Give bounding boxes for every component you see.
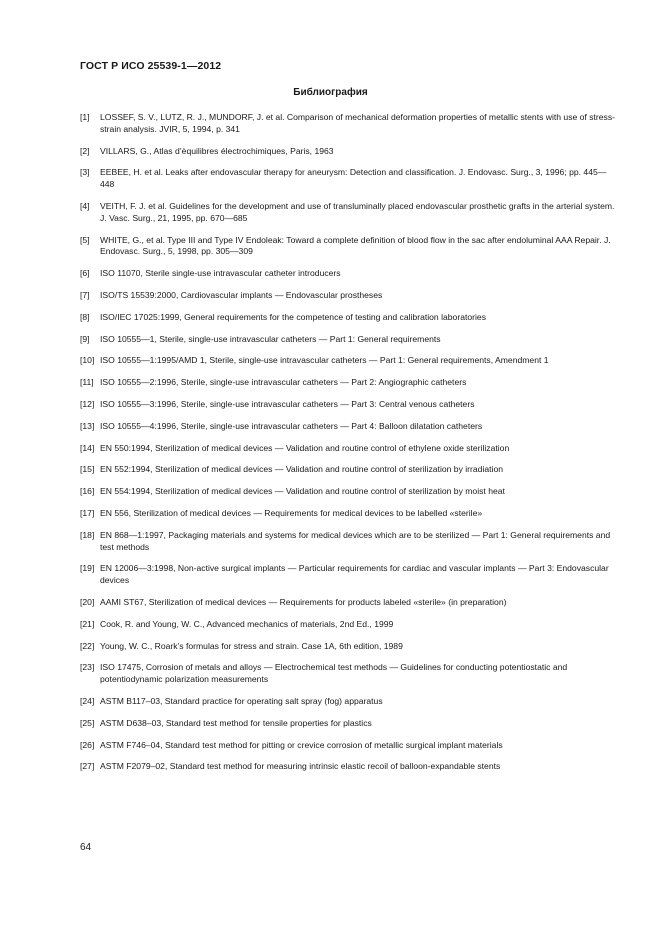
reference-number: [1] xyxy=(80,112,90,122)
reference-item xyxy=(80,290,620,302)
reference-item xyxy=(80,641,620,653)
reference-item xyxy=(80,421,620,433)
bibliography-title: Библиография xyxy=(293,87,368,98)
reference-text: AAMI ST67, Sterilization of medical devices — Requirements for products labeled «sterile» (in preparation) xyxy=(100,596,507,607)
reference-number: [16] xyxy=(80,486,95,497)
reference-text: ISO/TS 15539:2000, Cardiovascular implants — Endovascular prostheses xyxy=(100,289,383,300)
reference-number: [13] xyxy=(80,420,95,431)
reference-text: EN 556, Sterilization of medical devices — Requirements for medical devices to be labelled «sterile» xyxy=(100,507,483,518)
reference-number: [14] xyxy=(80,442,95,453)
reference-item xyxy=(80,740,620,752)
reference-item xyxy=(80,662,620,686)
reference-item xyxy=(80,146,620,158)
reference-item xyxy=(80,377,620,389)
reference-item xyxy=(80,597,620,609)
reference-text: ISO 11070, Sterile single-use intravascular catheter introducers xyxy=(100,268,341,279)
reference-item xyxy=(80,201,620,225)
reference-list xyxy=(80,112,620,783)
reference-number: [15] xyxy=(80,464,95,475)
reference-number: [2] xyxy=(80,145,90,156)
reference-number: [8] xyxy=(80,311,90,322)
reference-text: ASTM D638–03, Standard test method for tensile properties for plastics xyxy=(100,717,372,728)
reference-item xyxy=(80,464,620,476)
reference-number: [18] xyxy=(80,529,95,540)
reference-text: ASTM B117–03, Standard practice for operating salt spray (fog) apparatus xyxy=(100,695,383,706)
reference-text: ISO 10555—2:1996, Sterile, single-use intravascular catheters — Part 2: Angiographic catheters xyxy=(100,377,467,388)
document-header: ГОСТ Р ИСО 25539-1—2012 xyxy=(80,60,222,72)
reference-number: [27] xyxy=(80,761,95,772)
reference-number: [23] xyxy=(80,662,95,673)
reference-text: VEITH, F. J. et al. Guidelines for the development and use of transluminally placed endovascular prosthetic grafts in the arterial system. J. Vasc. Surg., 21, 1995, pp. 670—685 xyxy=(100,200,615,223)
reference-item xyxy=(80,486,620,498)
reference-item xyxy=(80,334,620,346)
reference-text: LOSSEF, S. V., LUTZ, R. J., MUNDORF, J. et al. Comparison of mechanical deformation properties of metallic stents with use of stress-strain analysis. JVIR, 5, 1994, p. 341 xyxy=(100,112,616,134)
reference-item xyxy=(80,167,620,191)
reference-text: EN 868—1:1997, Packaging materials and systems for medical devices which are to be sterilized — Part 1: General requirements and test methods xyxy=(100,529,611,552)
reference-number: [4] xyxy=(80,200,90,211)
reference-number: [22] xyxy=(80,640,95,651)
reference-item xyxy=(80,718,620,730)
reference-text: ASTM F2079–02, Standard test method for measuring intrinsic elastic recoil of balloon-expandable stents xyxy=(100,761,501,772)
reference-text: ASTM F746–04, Standard test method for pitting or crevice corrosion of metallic surgical implant materials xyxy=(100,739,503,750)
reference-item xyxy=(80,112,620,136)
reference-number: [10] xyxy=(80,355,95,366)
reference-number: [12] xyxy=(80,398,95,409)
reference-number: [20] xyxy=(80,596,95,607)
reference-item xyxy=(80,563,620,587)
reference-text: EN 550:1994, Sterilization of medical devices — Validation and routine control of ethylene oxide sterilization xyxy=(100,442,510,453)
reference-text: WHITE, G., et al. Type III and Type IV Endoleak: Toward a complete definition of blood flow in the sac after endoluminal AAA Repair. J. Endovasc. Surg., 5, 1998, pp. 305—309 xyxy=(100,234,611,257)
reference-text: ISO 10555—3:1996, Sterile, single-use intravascular catheters — Part 3: Central venous catheters xyxy=(100,398,475,409)
reference-text: VILLARS, G., Atlas d’èquilibres électrochimiques, Paris, 1963 xyxy=(100,145,334,156)
reference-item xyxy=(80,268,620,280)
reference-text: ISO 10555—1:1995/AMD 1, Sterile, single-use intravascular catheters — Part 1: General requirements, Amendment 1 xyxy=(100,355,549,366)
reference-number: [6] xyxy=(80,268,90,279)
reference-number: [21] xyxy=(80,618,95,629)
reference-number: [19] xyxy=(80,563,95,574)
reference-text: ISO 10555—4:1996, Sterile, single-use intravascular catheters — Part 4: Balloon dilatation catheters xyxy=(100,420,483,431)
reference-number: [24] xyxy=(80,695,95,706)
reference-number: [17] xyxy=(80,507,95,518)
reference-text: EN 12006—3:1998, Non-active surgical implants — Particular requirements for cardiac and vascular implants — Part 3: Endovascular devices xyxy=(100,563,609,586)
reference-item xyxy=(80,312,620,324)
reference-text: EEBEE, H. et al. Leaks after endovascular therapy for aneurysm: Detection and classification. J. Endovasc. Surg., 3, 1996; pp. 445—448 xyxy=(100,167,607,190)
reference-number: [25] xyxy=(80,717,95,728)
reference-item xyxy=(80,235,620,259)
reference-text: ISO/IEC 17025:1999, General requirements for the competence of testing and calibration laboratories xyxy=(100,311,486,322)
reference-text: ISO 17475, Corrosion of metals and alloys — Electrochemical test methods — Guidelines for conducting potentiostatic and potentiodynamic polarization measurements xyxy=(100,662,568,685)
reference-text: EN 554:1994, Sterilization of medical devices — Validation and routine control of sterilization by moist heat xyxy=(100,486,505,497)
reference-number: [5] xyxy=(80,234,90,245)
reference-item xyxy=(80,761,620,773)
reference-text: EN 552:1994, Sterilization of medical devices — Validation and routine control of sterilization by irradiation xyxy=(100,464,504,475)
reference-text: ISO 10555—1, Sterile, single-use intravascular catheters — Part 1: General requirements xyxy=(100,333,441,344)
reference-number: [7] xyxy=(80,289,90,300)
reference-item xyxy=(80,508,620,520)
reference-item xyxy=(80,443,620,455)
reference-item xyxy=(80,399,620,411)
reference-number: [3] xyxy=(80,167,90,178)
reference-item xyxy=(80,355,620,367)
reference-item xyxy=(80,530,620,554)
reference-number: [11] xyxy=(80,377,94,388)
reference-text: Cook, R. and Young, W. C., Advanced mechanics of materials, 2nd Ed., 1999 xyxy=(100,618,394,629)
reference-item xyxy=(80,696,620,708)
page-number: 64 xyxy=(80,842,92,853)
reference-number: [9] xyxy=(80,333,90,344)
reference-item xyxy=(80,619,620,631)
reference-number: [26] xyxy=(80,739,95,750)
reference-text: Young, W. C., Roark’s formulas for stress and strain. Case 1A, 6th edition, 1989 xyxy=(100,640,403,651)
